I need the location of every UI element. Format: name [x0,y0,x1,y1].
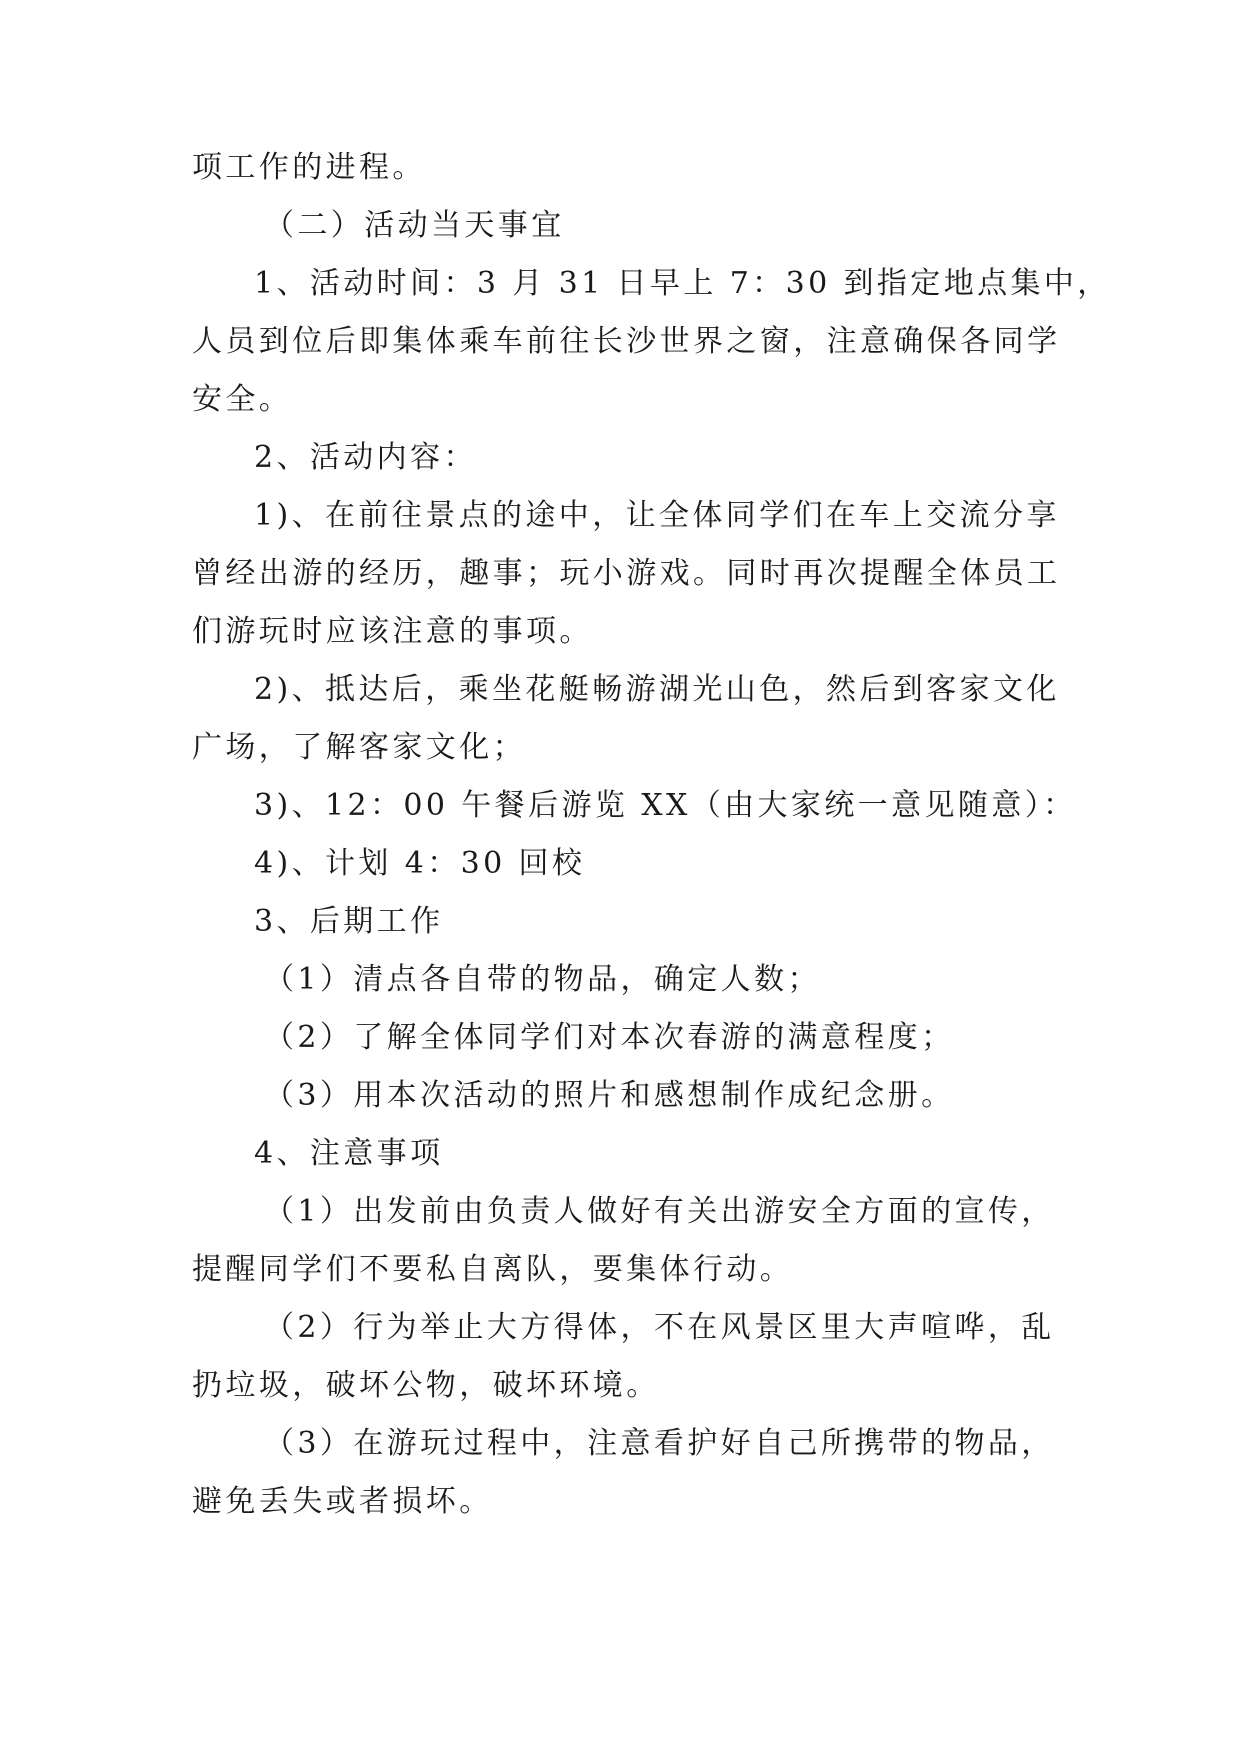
paragraph-line: 广场，了解客家文化； [192,730,526,765]
paragraph-line: 安全。 [192,382,293,417]
paragraph-line: 们游玩时应该注意的事项。 [192,614,593,649]
paragraph-line: 人员到位后即集体乘车前往长沙世界之窗，注意确保各同学 [192,324,1061,359]
paragraph-line: 扔垃圾，破坏公物，破坏环境。 [192,1368,660,1403]
section-heading: （二）活动当天事宜 [264,208,565,243]
paragraph-line: 1、活动时间：3 月 31 日早上 7：30 到指定地点集中， [254,266,1111,301]
paragraph-line: 曾经出游的经历，趣事；玩小游戏。同时再次提醒全体员工 [192,556,1061,591]
list-item: （2）了解全体同学们对本次春游的满意程度； [264,1020,955,1055]
list-heading: 2、活动内容： [254,440,477,475]
list-item: （1）出发前由负责人做好有关出游安全方面的宣传， [264,1194,1055,1229]
paragraph-line: 1)、在前往景点的途中，让全体同学们在车上交流分享 [254,498,1060,533]
paragraph-line: 2)、抵达后，乘坐花艇畅游湖光山色，然后到客家文化 [254,672,1060,707]
list-item: （3）在游玩过程中，注意看护好自己所携带的物品， [264,1426,1055,1461]
paragraph-line: 4)、计划 4：30 回校 [254,846,586,881]
paragraph-line: 避免丢失或者损坏。 [192,1484,493,1519]
paragraph-line: 3)、12：00 午餐后游览 XX（由大家统一意见随意）： [254,788,1077,823]
list-heading: 3、后期工作 [254,904,444,939]
list-item: （2）行为举止大方得体，不在风景区里大声喧哗，乱 [264,1310,1055,1345]
list-item: （3）用本次活动的照片和感想制作成纪念册。 [264,1078,955,1113]
paragraph-line: 项工作的进程。 [192,150,426,185]
paragraph-line: 提醒同学们不要私自离队，要集体行动。 [192,1252,794,1287]
list-heading: 4、注意事项 [254,1136,444,1171]
list-item: （1）清点各自带的物品，确定人数； [264,962,821,997]
